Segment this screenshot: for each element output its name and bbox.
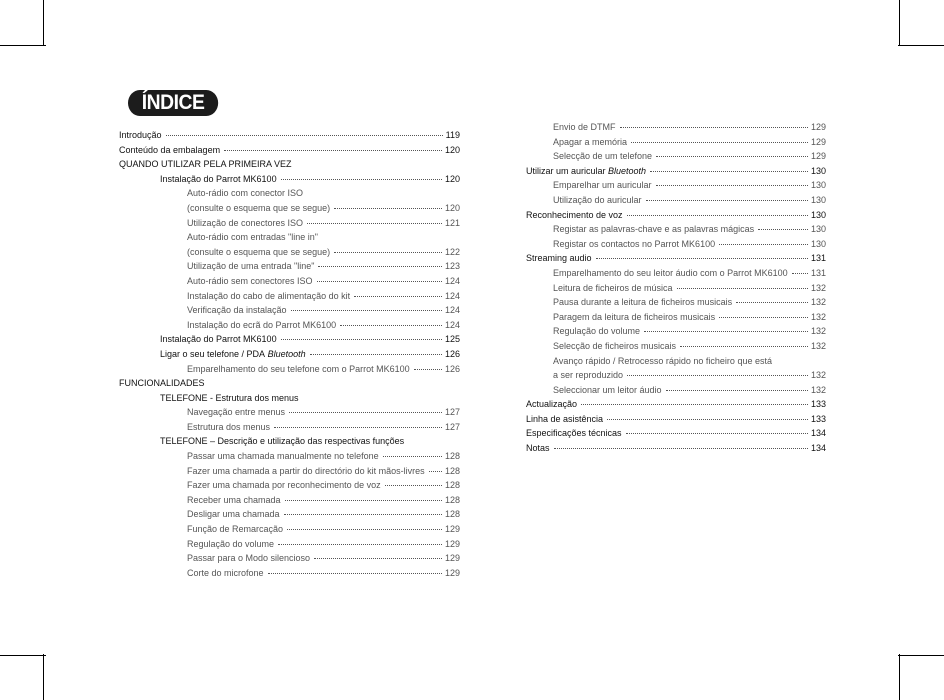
toc-entry-page: 134 <box>810 428 826 439</box>
toc-leader-dots <box>317 281 442 282</box>
toc-entry-title: Emparelhamento do seu telefone com o Parrot MK6100 <box>187 363 410 374</box>
toc-entry-title: Linha de asistência <box>526 413 604 424</box>
toc-entry-title: Selecção de ficheiros musicais <box>553 340 677 351</box>
crop-mark <box>43 0 44 46</box>
toc-entry[interactable] <box>526 281 826 296</box>
toc-entry[interactable] <box>119 434 460 449</box>
toc-entry-title: (consulte o esquema que se segue) <box>187 246 331 257</box>
toc-entry-page: 128 <box>444 494 460 505</box>
toc-entry[interactable] <box>526 295 826 310</box>
toc-entry[interactable] <box>119 522 460 537</box>
toc-leader-dots <box>284 514 442 515</box>
toc-leader-dots <box>278 544 442 545</box>
toc-entry-page: 129 <box>810 122 826 132</box>
toc-leader-dots <box>318 266 442 267</box>
toc-entry-page: 127 <box>444 421 460 432</box>
toc-entry-title: Seleccionar um leitor áudio <box>553 384 662 395</box>
toc-entry[interactable] <box>526 426 826 441</box>
toc-leader-dots <box>620 127 808 128</box>
toc-entry-title: Estrutura dos menus <box>187 421 271 432</box>
toc-leader-dots <box>354 296 442 297</box>
toc-leader-dots <box>719 317 808 318</box>
toc-leader-dots <box>429 471 442 472</box>
toc-entry[interactable] <box>119 259 460 274</box>
toc-entry-title: Emparelhamento do seu leitor áudio com o Parrot MK6100 <box>553 267 788 278</box>
toc-entry-title: Função de Remarcação <box>187 524 284 535</box>
toc-entry-title: Navegação entre menus <box>187 407 286 418</box>
toc-entry-page: 120 <box>444 202 460 213</box>
toc-entry-page: 130 <box>810 224 826 235</box>
toc-entry-title: QUANDO UTILIZAR PELA PRIMEIRA VEZ <box>119 159 292 170</box>
crop-mark <box>899 0 900 46</box>
toc-entry[interactable] <box>119 493 460 508</box>
toc-entry-title: Apagar a memória <box>553 136 628 147</box>
toc-entry-page: 122 <box>444 246 460 257</box>
toc-entry-page: 126 <box>444 363 460 374</box>
toc-entry[interactable] <box>119 362 460 377</box>
toc-entry-title: Envio de DTMF <box>553 122 616 132</box>
toc-entry-page: 129 <box>810 136 826 147</box>
toc-entry[interactable] <box>119 391 460 406</box>
toc-entry-page: 130 <box>810 165 826 176</box>
toc-leader-dots <box>554 448 808 449</box>
toc-entry[interactable] <box>119 464 460 479</box>
toc-leader-dots <box>792 273 808 274</box>
toc-entry-page: 126 <box>444 348 460 359</box>
toc-entry-title: TELEFONE - Estrutura dos menus <box>160 392 299 403</box>
toc-entry-page: 130 <box>810 209 826 220</box>
toc-entry-page: 134 <box>810 443 826 454</box>
toc-entry[interactable] <box>526 383 826 398</box>
toc-entry-title: Auto-rádio sem conectores ISO <box>187 275 313 286</box>
toc-leader-dots <box>680 346 808 347</box>
crop-mark <box>0 655 46 656</box>
toc-leader-dots <box>650 171 808 172</box>
toc-entry-title: Desligar uma chamada <box>187 509 280 520</box>
toc-leader-dots <box>656 185 808 186</box>
toc-entry-page: 130 <box>810 238 826 249</box>
toc-entry-page: 132 <box>810 297 826 308</box>
toc-entry[interactable] <box>119 216 460 231</box>
toc-entry-title: Utilização de conectores ISO <box>187 217 304 228</box>
crop-mark <box>43 654 44 700</box>
toc-entry-title: Auto-rádio com entradas "line in" <box>187 232 318 243</box>
toc-leader-dots <box>287 529 442 530</box>
toc-entry[interactable] <box>119 143 460 158</box>
toc-entry[interactable] <box>526 251 826 266</box>
toc-entry-page: 132 <box>810 340 826 351</box>
toc-entry-title: Instalação do Parrot MK6100 <box>160 173 277 184</box>
toc-entry[interactable] <box>119 128 460 143</box>
toc-entry-page: 129 <box>810 151 826 162</box>
toc-entry[interactable] <box>119 376 460 391</box>
toc-entry-page: 132 <box>810 311 826 322</box>
toc-entry[interactable] <box>526 208 826 223</box>
page-title: ÍNDICE <box>128 90 218 116</box>
toc-entry-title: Instalação do cabo de alimentação do kit <box>187 290 351 301</box>
toc-entry-title: Conteúdo da embalagem <box>119 144 221 155</box>
toc-entry-page: 130 <box>810 180 826 191</box>
toc-leader-dots <box>281 179 442 180</box>
toc-entry-title: Fazer uma chamada por reconhecimento de voz <box>187 480 381 491</box>
toc-entry-page: 121 <box>444 217 460 228</box>
toc-entry[interactable] <box>526 397 826 412</box>
toc-entry-page: 124 <box>444 305 460 316</box>
toc-entry[interactable] <box>119 201 460 216</box>
toc-entry[interactable] <box>526 120 826 135</box>
toc-entry-title: TELEFONE – Descrição e utilização das respectivas funções <box>160 436 405 447</box>
toc-leader-dots <box>677 288 808 289</box>
toc-leader-dots <box>268 573 442 574</box>
toc-entry[interactable] <box>119 289 460 304</box>
toc-entry[interactable] <box>119 274 460 289</box>
toc-leader-dots <box>224 150 442 151</box>
toc-entry-page: 119 <box>445 130 460 140</box>
toc-entry[interactable] <box>526 339 826 354</box>
toc-entry[interactable] <box>526 266 826 281</box>
toc-leader-dots <box>719 244 808 245</box>
toc-entry[interactable] <box>119 303 460 318</box>
toc-leader-dots <box>334 252 442 253</box>
toc-entry[interactable] <box>526 237 826 252</box>
toc-entry-title: Regulação do volume <box>553 326 641 337</box>
toc-entry[interactable] <box>526 135 826 150</box>
toc-entry[interactable] <box>119 478 460 493</box>
toc-entry-page: 127 <box>444 407 460 418</box>
toc-entry[interactable] <box>526 222 826 237</box>
crop-mark <box>898 45 944 46</box>
toc-entry-title: (consulte o esquema que se segue) <box>187 202 331 213</box>
toc-entry-title: Paragem da leitura de ficheiros musicais <box>553 311 716 322</box>
toc-entry-page: 124 <box>444 275 460 286</box>
toc-entry-page: 133 <box>810 413 826 424</box>
toc-leader-dots <box>627 215 808 216</box>
toc-entry-title: Registar as palavras-chave e as palavras mágicas <box>553 224 755 235</box>
toc-entry[interactable] <box>119 230 460 245</box>
toc-entry-page: 120 <box>444 144 460 155</box>
toc-entry[interactable] <box>119 566 460 581</box>
toc-leader-dots <box>644 331 808 332</box>
toc-entry[interactable] <box>119 551 460 566</box>
toc-entry[interactable] <box>119 347 460 362</box>
toc-leader-dots <box>310 354 442 355</box>
toc-leader-dots <box>626 433 808 434</box>
toc-entry-title: Selecção de um telefone <box>553 151 653 162</box>
crop-mark <box>898 655 944 656</box>
toc-entry-page: 129 <box>444 524 460 535</box>
toc-entry[interactable] <box>526 368 826 383</box>
toc-entry[interactable] <box>119 157 460 172</box>
toc-entry-title: Streaming audio <box>526 253 592 264</box>
toc-entry[interactable] <box>526 149 826 164</box>
toc-entry[interactable] <box>119 172 460 187</box>
toc-entry-title: Receber uma chamada <box>187 494 281 505</box>
toc-entry-title: Verificação da instalação <box>187 305 287 316</box>
toc-entry-title: Utilização do auricular <box>553 194 642 205</box>
toc-entry[interactable] <box>119 186 460 201</box>
toc-leader-dots <box>646 200 808 201</box>
toc-entry[interactable] <box>119 449 460 464</box>
toc-entry-title: Leitura de ficheiros de música <box>553 282 673 293</box>
toc-entry[interactable] <box>526 441 826 456</box>
toc-leader-dots <box>314 558 442 559</box>
toc-entry[interactable] <box>119 507 460 522</box>
toc-entry-title: a ser reproduzido <box>553 370 624 381</box>
toc-entry-page: 120 <box>444 173 460 184</box>
toc-leader-dots <box>607 419 808 420</box>
toc-entry-page: 128 <box>444 509 460 520</box>
toc-entry-page: 124 <box>444 319 460 330</box>
toc-entry[interactable] <box>526 354 826 369</box>
toc-leader-dots <box>666 390 808 391</box>
toc-entry-page: 129 <box>444 538 460 549</box>
toc-entry-page: 132 <box>810 384 826 395</box>
toc-entry-title-italic: Bluetooth <box>265 348 306 359</box>
toc-leader-dots <box>627 375 808 376</box>
toc-leader-dots <box>631 142 808 143</box>
toc-leader-dots <box>596 258 808 259</box>
toc-leader-dots <box>166 135 443 136</box>
toc-entry[interactable] <box>119 420 460 435</box>
toc-entry-title: Regulação do volume <box>187 538 275 549</box>
toc-entry-title: Notas <box>526 443 550 454</box>
toc-entry-page: 128 <box>444 480 460 491</box>
toc-right-column <box>526 120 826 456</box>
toc-entry-page: 125 <box>444 334 460 345</box>
toc-leader-dots <box>385 485 442 486</box>
toc-leader-dots <box>274 427 442 428</box>
toc-entry[interactable] <box>526 412 826 427</box>
toc-leader-dots <box>285 500 442 501</box>
toc-entry-title: Especificações técnicas <box>526 428 622 439</box>
toc-leader-dots <box>581 404 808 405</box>
toc-entry-title: Auto-rádio com conector ISO <box>187 188 304 199</box>
toc-entry[interactable] <box>119 332 460 347</box>
toc-entry-title: Ligar o seu telefone / PDA Bluetooth <box>160 348 306 359</box>
toc-leader-dots <box>736 302 808 303</box>
toc-leader-dots <box>334 208 442 209</box>
toc-leader-dots <box>289 412 442 413</box>
toc-leader-dots <box>281 339 442 340</box>
toc-entry-title: Actualização <box>526 399 578 410</box>
toc-entry-page: 132 <box>810 370 826 381</box>
toc-entry-page: 128 <box>444 465 460 476</box>
toc-entry-title: Utilização de uma entrada "line" <box>187 261 315 272</box>
toc-entry-title: Introdução <box>119 130 162 140</box>
toc-entry-title: Pausa durante a leitura de ficheiros musicais <box>553 297 733 308</box>
toc-entry[interactable] <box>526 310 826 325</box>
toc-entry-title: Passar uma chamada manualmente no telefone <box>187 451 379 462</box>
toc-entry-page: 131 <box>810 267 826 278</box>
toc-entry-title: Emparelhar um auricular <box>553 180 652 191</box>
toc-entry-page: 123 <box>444 261 460 272</box>
toc-entry-title: Registar os contactos no Parrot MK6100 <box>553 238 716 249</box>
toc-entry-page: 130 <box>810 194 826 205</box>
toc-entry-title: Corte do microfone <box>187 567 264 578</box>
toc-left-column <box>119 128 460 580</box>
toc-entry-title: Fazer uma chamada a partir do directório do kit mãos-livres <box>187 465 425 476</box>
toc-leader-dots <box>758 229 808 230</box>
toc-entry-title: Passar para o Modo silencioso <box>187 553 311 564</box>
toc-entry-title: Avanço rápido / Retrocesso rápido no ficheiro que está <box>553 355 772 366</box>
toc-entry[interactable] <box>526 178 826 193</box>
toc-entry[interactable] <box>119 405 460 420</box>
toc-entry-page: 133 <box>810 399 826 410</box>
toc-entry-page: 132 <box>810 326 826 337</box>
crop-mark <box>0 45 46 46</box>
toc-entry-page: 131 <box>810 253 826 264</box>
toc-entry-page: 129 <box>444 553 460 564</box>
toc-entry[interactable] <box>526 164 826 179</box>
toc-entry[interactable] <box>119 537 460 552</box>
toc-leader-dots <box>291 310 442 311</box>
toc-entry-title-italic: Bluetooth <box>605 165 647 176</box>
toc-entry-page: 132 <box>810 282 826 293</box>
toc-leader-dots <box>307 223 442 224</box>
toc-leader-dots <box>340 325 442 326</box>
toc-entry[interactable] <box>526 324 826 339</box>
toc-entry-title: Reconhecimento de voz <box>526 209 623 220</box>
toc-entry-title: FUNCIONALIDADES <box>119 378 205 389</box>
toc-entry[interactable] <box>526 193 826 208</box>
toc-leader-dots <box>414 369 442 370</box>
toc-leader-dots <box>656 156 808 157</box>
toc-entry-title: Instalação do Parrot MK6100 <box>160 334 277 345</box>
toc-entry-page: 124 <box>444 290 460 301</box>
toc-leader-dots <box>383 456 442 457</box>
toc-entry-title: Utilizar um auricular Bluetooth <box>526 165 647 176</box>
toc-entry-page: 128 <box>444 451 460 462</box>
toc-entry-page: 129 <box>444 567 460 578</box>
crop-mark <box>899 654 900 700</box>
toc-entry[interactable] <box>119 318 460 333</box>
toc-entry[interactable] <box>119 245 460 260</box>
toc-entry-title: Instalação do ecrã do Parrot MK6100 <box>187 319 337 330</box>
